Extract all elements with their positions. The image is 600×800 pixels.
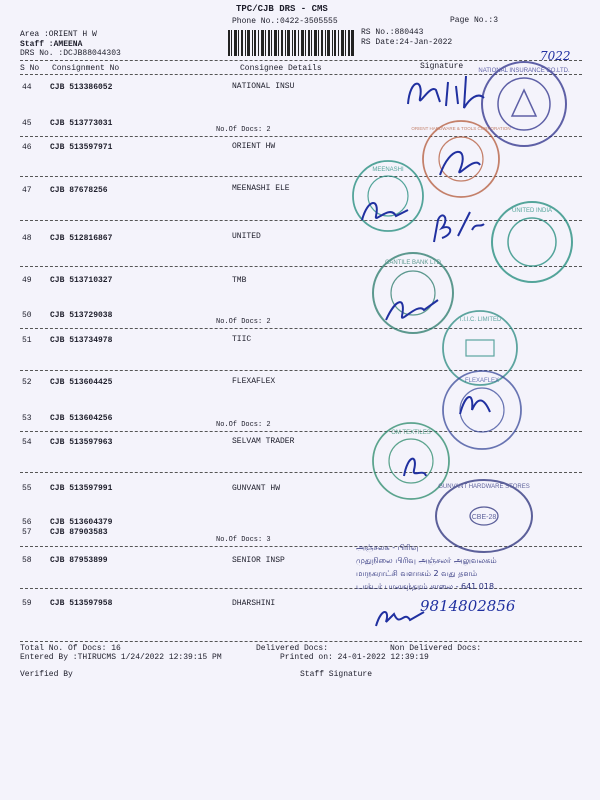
row-consignment: CJB 87678256 — [50, 186, 108, 195]
meenashi-stamp-text: MEENASHI — [372, 167, 404, 173]
flexaflex-stamp-text: FLEXAFLEX — [464, 378, 500, 384]
row-sno: 45 — [22, 119, 32, 128]
row-consignment: CJB 513773031 — [50, 119, 113, 128]
col-consignment: Consignment No — [52, 64, 120, 73]
document-title: TPC/CJB DRS - CMS — [236, 4, 328, 14]
row-consignment: CJB 513710327 — [50, 276, 113, 285]
row-consignment: CJB 513386052 — [50, 83, 113, 92]
total-docs: Total No. Of Docs: 16 — [20, 644, 121, 653]
signature-scribble — [400, 68, 520, 114]
entered-by: Entered By :THIRUCMS 1/24/2022 12:39:15 PM — [20, 653, 222, 662]
group-divider — [20, 472, 582, 473]
row-consignee: NATIONAL INSU — [232, 82, 295, 91]
printed-on: Printed on: 24-01-2022 12:39:19 — [280, 653, 429, 662]
drs-number: DRS No. :DCJB88044303 — [20, 49, 121, 58]
row-sno: 48 — [22, 234, 32, 243]
row-sno: 56 — [22, 518, 32, 527]
area-label: Area :ORIENT H W — [20, 30, 97, 39]
signature-scribble — [428, 200, 488, 250]
staff-label: Staff :AMEENA — [20, 40, 83, 49]
row-consignment: CJB 513729038 — [50, 311, 113, 320]
row-consignee: SENIOR INSP — [232, 556, 285, 565]
row-consignee: DHARSHINI — [232, 599, 276, 608]
row-consignment: CJB 513597991 — [50, 484, 113, 493]
cbe-stamp-text: CBE-28 — [471, 514, 497, 521]
row-sno: 59 — [22, 599, 32, 608]
row-consignment: CJB 513604379 — [50, 518, 113, 527]
tamil-stamp-line: மாநகராட்சி வளாகம் 2 வது தளம் — [356, 569, 478, 578]
row-docs: No.Of Docs: 2 — [216, 421, 271, 429]
row-docs: No.Of Docs: 2 — [216, 126, 271, 134]
row-consignment: CJB 512816867 — [50, 234, 113, 243]
tamil-stamp-line: முதுநிலை பிரிவு அஞ்சலர் அலுவலகம் — [356, 556, 497, 565]
row-consignment: CJB 513604256 — [50, 414, 113, 423]
row-consignment: CJB 513734978 — [50, 336, 113, 345]
united-stamp-text: UNITED INDIA — [511, 208, 553, 214]
handwritten-phone: 9814802856 — [420, 597, 516, 615]
col-signature: Signature — [420, 62, 464, 71]
tamil-stamp-line: அஞ்சலக - பிரிவு — [356, 543, 419, 552]
row-sno: 54 — [22, 438, 32, 447]
tiic-stamp-text: T.I.I.C. LIMITED — [458, 317, 502, 323]
tmb-stamp-text: CANTILE BANK LTD — [385, 260, 441, 266]
row-consignment: CJB 513604425 — [50, 378, 113, 387]
signature-scribble — [396, 446, 436, 486]
national-stamp-text: NATIONAL INSURANCE CO.LTD. — [478, 68, 570, 74]
row-sno: 44 — [22, 83, 32, 92]
gunvant-stamp — [432, 476, 536, 556]
row-consignee: MEENASHI ELE — [232, 184, 290, 193]
signature-scribble — [456, 386, 496, 422]
verified-by: Verified By — [20, 670, 73, 679]
row-consignment: CJB 87903583 — [50, 528, 108, 537]
phone-number: Phone No.:0422-3505555 — [232, 17, 338, 26]
col-consignee: Consignee Details — [240, 64, 322, 73]
rs-date: RS Date:24-Jan-2022 — [361, 38, 453, 47]
row-sno: 46 — [22, 143, 32, 152]
signature-scribble — [430, 135, 490, 185]
signature-scribble — [378, 282, 448, 330]
non-delivered-docs: Non Delivered Docs: — [390, 644, 482, 653]
row-consignment: CJB 513597971 — [50, 143, 113, 152]
row-sno: 58 — [22, 556, 32, 565]
barcode — [228, 30, 354, 56]
tamil-stamp-line: டாக்டர் பாலசுந்தரம் சாலை - 641 018 — [356, 582, 495, 591]
row-sno: 49 — [22, 276, 32, 285]
row-consignee: GUNVANT HW — [232, 484, 281, 493]
row-sno: 53 — [22, 414, 32, 423]
row-consignee: TMB — [232, 276, 247, 285]
row-docs: No.Of Docs: 2 — [216, 318, 271, 326]
gunvant-stamp-text: GUNVANT HARDWARE STORES — [438, 484, 530, 490]
rs-number: RS No.:880443 — [361, 28, 424, 37]
row-consignment: CJB 513597963 — [50, 438, 113, 447]
staff-signature: Staff Signature — [300, 670, 373, 679]
signature-scribble — [370, 600, 430, 634]
page-number: Page No.:3 — [450, 16, 499, 25]
row-consignee: FLEXAFLEX — [232, 377, 276, 386]
row-sno: 55 — [22, 484, 32, 493]
handwritten-date: 7022 — [540, 49, 571, 63]
footer-divider — [20, 641, 582, 642]
orient-stamp-text: ORIENT HARDWARE & TOOLS CORPORATION — [411, 126, 511, 131]
row-docs: No.Of Docs: 3 — [216, 536, 271, 544]
row-sno: 50 — [22, 311, 32, 320]
delivered-docs: Delivered Docs: — [256, 644, 329, 653]
row-consignee: ORIENT HW — [232, 142, 276, 151]
group-divider — [20, 588, 582, 589]
united-stamp — [488, 198, 576, 286]
col-sno: S No — [20, 64, 40, 73]
row-consignment: CJB 513597958 — [50, 599, 113, 608]
row-consignment: CJB 87953899 — [50, 556, 108, 565]
row-sno: 47 — [22, 186, 32, 195]
row-consignee: TIIC — [232, 335, 252, 344]
selvam-stamp-text: OM TEXTILES — [391, 430, 431, 436]
signature-scribble — [356, 190, 416, 230]
row-consignee: UNITED — [232, 232, 261, 241]
row-consignee: SELVAM TRADER — [232, 437, 295, 446]
row-sno: 52 — [22, 378, 32, 387]
row-sno: 57 — [22, 528, 32, 537]
row-sno: 51 — [22, 336, 32, 345]
